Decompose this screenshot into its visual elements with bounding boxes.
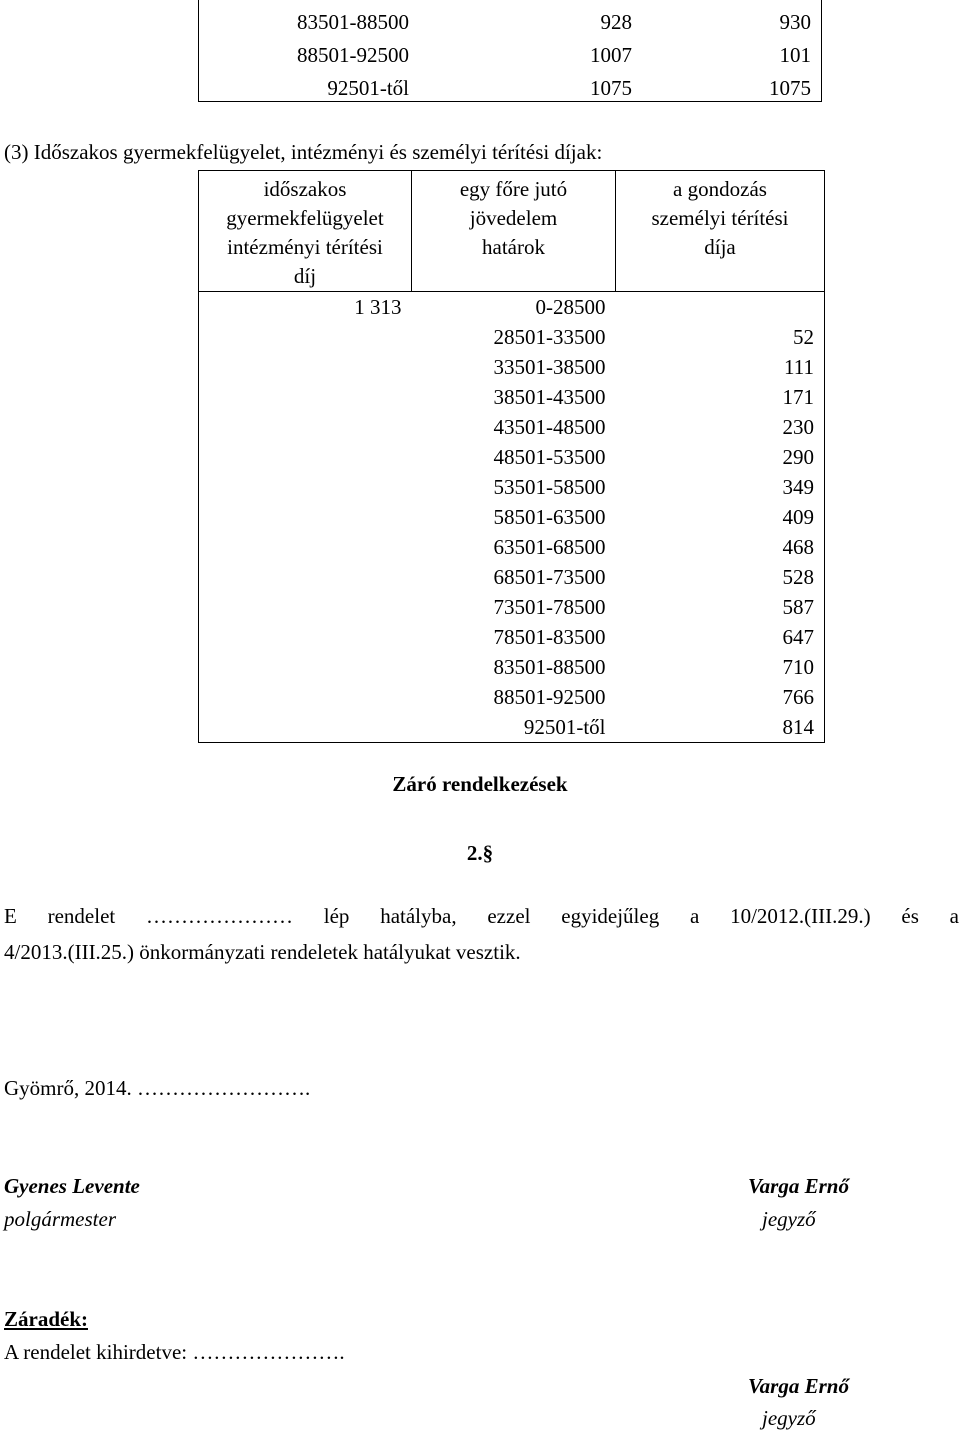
table-cell [199,532,412,562]
table-row [199,472,825,502]
table-cell: 43501-48500 [493,415,606,439]
table-cell [199,562,412,592]
table-cell: 1 313 [354,295,402,319]
table-cell: 101 [779,43,811,67]
table-cell: 528 [782,565,814,589]
column-header-institutional-fee [199,171,412,292]
signatory-role: polgármester [4,1207,116,1231]
header-line: díj [293,264,317,288]
table-row [199,292,825,323]
signatory-name: Varga Ernő [748,1174,849,1198]
table-cell [199,352,412,382]
table-row [199,68,822,102]
table-cell [199,622,412,652]
table-row [199,442,825,472]
header-line: határok [482,235,545,259]
header-line: személyi térítési [651,206,789,230]
section-heading: (3) Időszakos gyermekfelügyelet, intézményi és személyi térítési díjak: [4,140,603,164]
header-line: díja [704,235,736,259]
table-cell [199,322,412,352]
table-cell [199,652,412,682]
table-cell: 409 [782,505,814,529]
table-row [199,712,825,743]
table-cell [199,592,412,622]
table-cell: 28501-33500 [493,325,606,349]
table-cell: 928 [600,10,632,34]
table-cell [199,412,412,442]
table-cell [199,682,412,712]
table-cell: 53501-58500 [493,475,606,499]
place-date: Gyömrő, 2014. ……………………. [4,1076,311,1100]
table-row [199,0,822,35]
table-cell: 814 [782,715,814,739]
signatory-name: Varga Ernő [748,1374,849,1398]
table-row [199,412,825,442]
table-cell: 468 [782,535,814,559]
table-cell: 349 [782,475,814,499]
table-row [199,532,825,562]
table-cell: 68501-73500 [493,565,606,589]
table-cell: 1007 [590,43,632,67]
table-cell: 587 [782,595,814,619]
table-row [199,502,825,532]
header-line: gyermekfelügyelet [226,206,384,230]
table-cell: 83501-88500 [493,655,606,679]
table-cell: 92501-től [523,715,606,739]
table-cell: 73501-78500 [493,595,606,619]
fee-table-continuation [198,0,822,102]
table-row [199,562,825,592]
paragraph-line: E rendelet ………………… lép hatályba, ezzel egyidejűleg a 10/2012.(III.29.) és a [4,904,959,928]
table-row [199,682,825,712]
table-cell: 171 [782,385,814,409]
table-row [199,652,825,682]
table-row [199,592,825,622]
table-cell [199,442,412,472]
signatory-role: jegyző [762,1207,816,1231]
clause-line: A rendelet kihirdetve: …………………. [4,1340,345,1364]
table-cell: 647 [782,625,814,649]
signatory-role: jegyző [762,1406,816,1430]
table-cell: 58501-63500 [493,505,606,529]
table-cell: 0-28500 [535,295,606,319]
fee-table [198,170,825,743]
header-line: egy főre jutó [459,177,568,201]
table-cell: 83501-88500 [297,10,409,34]
table-row [199,322,825,352]
table-header-row [199,171,825,292]
signatory-name: Gyenes Levente [4,1174,140,1198]
table-cell: 52 [793,325,814,349]
table-cell: 78501-83500 [493,625,606,649]
table-cell: 48501-53500 [493,445,606,469]
table-row [199,382,825,412]
table-cell [199,712,412,743]
table-cell: 1075 [590,76,632,100]
header-line: a gondozás [673,177,767,201]
table-cell [199,382,412,412]
fee-table-body [199,292,825,743]
paragraph-line: 4/2013.(III.25.) önkormányzati rendeletek hatályukat vesztik. [4,940,521,964]
table-cell: 63501-68500 [493,535,606,559]
table-cell: 766 [782,685,814,709]
section-title: Záró rendelkezések [392,772,568,796]
table-cell: 38501-43500 [493,385,606,409]
clause-title: Záradék: [4,1307,88,1331]
section-number: 2.§ [466,841,494,865]
table-cell: 88501-92500 [493,685,606,709]
table-row [199,35,822,68]
table-cell [616,292,825,323]
header-line: intézményi térítési [227,235,383,259]
column-header-personal-fee [616,171,825,292]
table-cell: 710 [782,655,814,679]
table-cell [199,472,412,502]
table-row [199,352,825,382]
header-line: jövedelem [469,206,558,230]
table-cell: 111 [784,355,814,379]
table-cell: 33501-38500 [493,355,606,379]
table-cell: 92501-től [327,76,409,100]
table-cell: 230 [782,415,814,439]
table-row [199,622,825,652]
table-cell [199,502,412,532]
header-line: időszakos [263,177,347,201]
table-cell: 1075 [769,76,811,100]
table-cell: 88501-92500 [297,43,409,67]
table-cell: 290 [782,445,814,469]
column-header-income-limits [412,171,616,292]
table-cell: 930 [779,10,811,34]
